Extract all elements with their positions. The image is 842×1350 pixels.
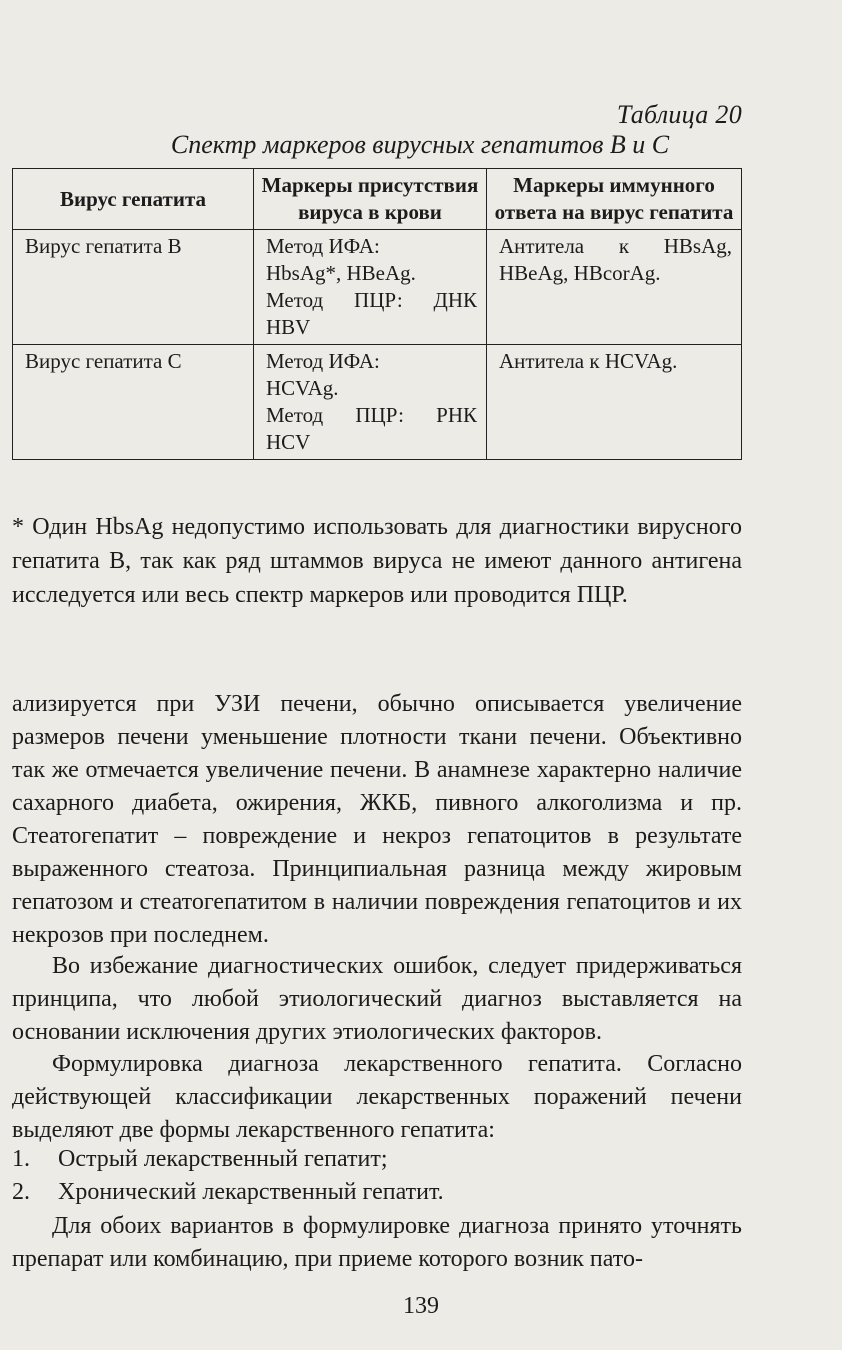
cell-line: Антитела к HBsAg, xyxy=(499,234,732,258)
cell-line: Метод ИФА: xyxy=(266,234,380,258)
cell-line: Метод ПЦР: РНК xyxy=(266,403,477,427)
cell-line: HBeAg, HBcorAg. xyxy=(499,261,661,285)
table-footnote: * Один HbsAg недопустимо использовать для диагностики вирусного гепатита В, так как ряд штаммов вируса не имеют данного антигена исследуется или весь спектр маркеров или проводится ПЦР. xyxy=(12,514,742,608)
page-number: 139 xyxy=(403,1293,439,1319)
hepatitis-forms-list xyxy=(12,1143,742,1209)
header-presence-markers: Маркеры присутствия вируса в крови xyxy=(254,169,487,230)
cell-line: Метод ПЦР: ДНК xyxy=(266,288,477,312)
paragraph-diagnosis-formulation: Формулировка диагноза лекарственного гепатита. Согласно действующей классификации лекарственных поражений печени выделяют две формы лекарственного гепатита: xyxy=(12,1051,742,1143)
table-row xyxy=(13,345,742,460)
list-number: 1. xyxy=(12,1146,30,1172)
cell-virus: Вирус гепатита В xyxy=(13,230,254,345)
cell-line: Метод ИФА: xyxy=(266,349,380,373)
cell-line: HCVAg. xyxy=(266,376,339,400)
list-item xyxy=(12,1176,742,1209)
list-number: 2. xyxy=(12,1179,30,1205)
cell-presence xyxy=(254,345,487,460)
table-header-row xyxy=(13,169,742,230)
list-item xyxy=(12,1143,742,1176)
list-text: Хронический лекарственный гепатит. xyxy=(58,1179,444,1205)
header-immune-markers: Маркеры иммунного ответа на вирус гепатита xyxy=(487,169,742,230)
cell-line: HBV xyxy=(266,315,311,339)
cell-line: HbsAg*, HBeAg. xyxy=(266,261,416,285)
cell-immune xyxy=(487,345,742,460)
cell-line: HCV xyxy=(266,430,311,454)
cell-immune xyxy=(487,230,742,345)
list-text: Острый лекарственный гепатит; xyxy=(58,1146,388,1172)
table-row xyxy=(13,230,742,345)
paragraph-drug-specification: Для обоих вариантов в формулировке диагноза принято уточнять препарат или комбинацию, при приеме которого возник пато- xyxy=(12,1213,742,1272)
cell-virus: Вирус гепатита С xyxy=(13,345,254,460)
header-virus: Вирус гепатита xyxy=(13,169,254,230)
table-label: Таблица 20 xyxy=(616,100,742,129)
paragraph-diagnostic-errors: Во избежание диагностических ошибок, следует придерживаться принципа, что любой этиологический диагноз выставляется на основании исключения других этиологических факторов. xyxy=(12,953,742,1045)
table-caption: Спектр маркеров вирусных гепатитов В и С xyxy=(170,130,670,159)
cell-line: Антитела к HCVAg. xyxy=(499,349,678,373)
hepatitis-markers-table xyxy=(12,168,742,460)
cell-presence xyxy=(254,230,487,345)
paragraph-steatosis: ализируется при УЗИ печени, обычно описывается увеличение размеров печени уменьшение плотности ткани печени. Объективно так же отмечается увеличение печени. В анамнезе характерно наличие сахарного диабета, ожирения, ЖКБ, пивного алкоголизма и пр. Стеатогепатит – повреждение и некроз гепатоцитов в результате выраженного стеатоза. Принципиальная разница между жировым гепатозом и стеатогепатитом в наличии повреждения гепатоцитов и их некрозов при последнем. xyxy=(12,691,742,948)
